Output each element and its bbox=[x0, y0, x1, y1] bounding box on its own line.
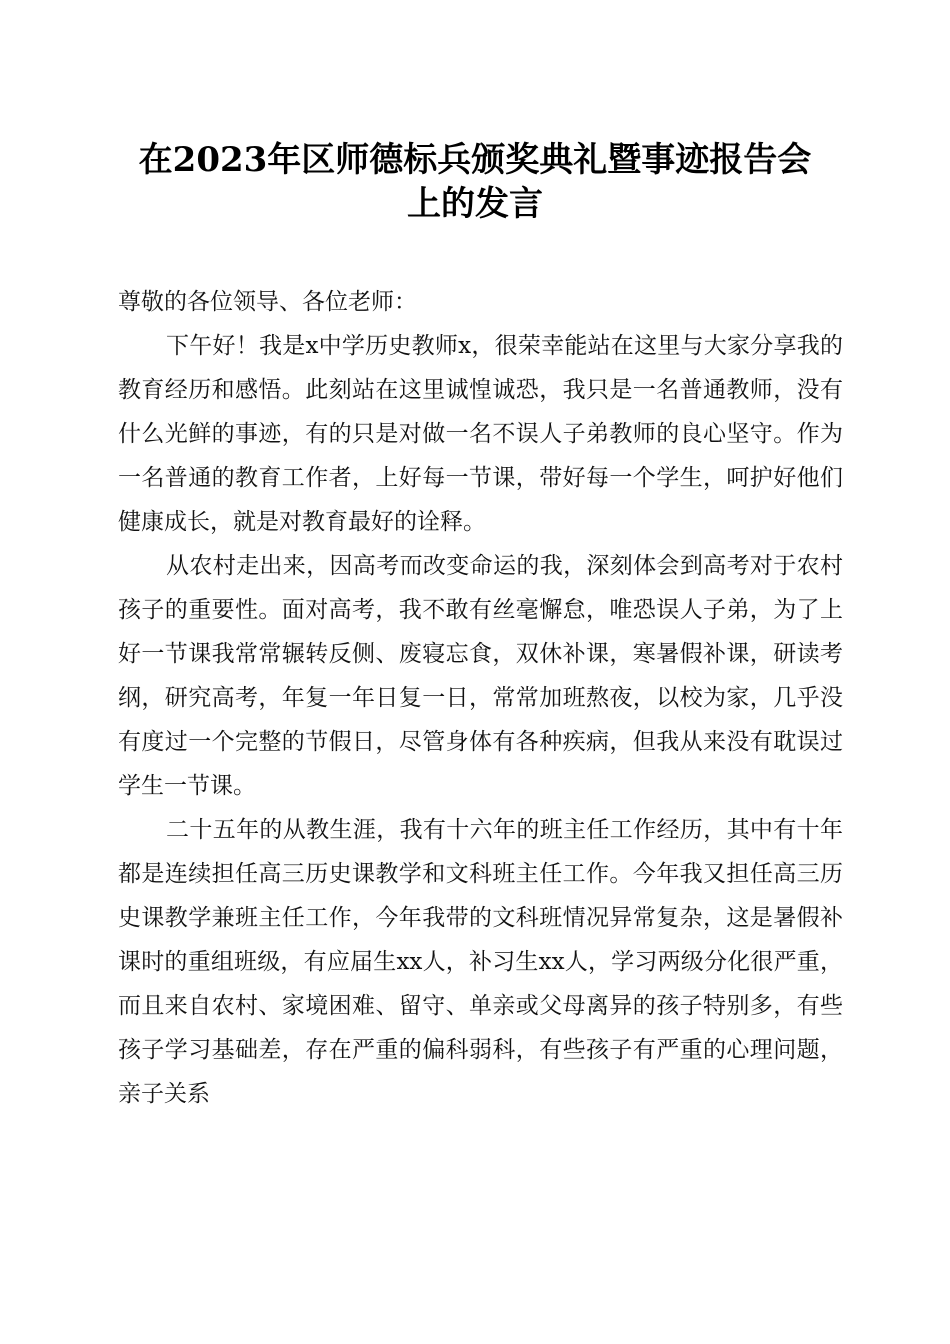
document-body bbox=[118, 280, 843, 1116]
paragraph-2: 从农村走出来，因高考而改变命运的我，深刻体会到高考对于农村孩子的重要性。面对高考，我不敢有丝毫懈怠，唯恐误人子弟，为了上好一节课我常常辗转反侧、废寝忘食，双休补课，寒暑假补课，研读考纲，研究高考，年复一年日复一日，常常加班熬夜，以校为家，几乎没有度过一个完整的节假日，尽管身体有各种疾病，但我从来没有耽误过学生一节课。 bbox=[118, 553, 843, 799]
title-line-2: 上的发言 bbox=[407, 184, 543, 224]
document-title bbox=[100, 138, 850, 226]
paragraph-3: 二十五年的从教生涯，我有十六年的班主任工作经历，其中有十年都是连续担任高三历史课教学和文科班主任工作。今年我又担任高三历史课教学兼班主任工作，今年我带的文科班情况异常复杂，这是暑假补课时的重组班级，有应届生xx人，补习生xx人，学习两级分化很严重，而且来自农村、家境困难、留守、单亲或父母离异的孩子特别多，有些孩子学习基础差，存在严重的偏科弱科，有些孩子有严重的心理问题，亲子关系 bbox=[118, 817, 843, 1107]
title-line-1: 在2023年区师德标兵颁奖典礼暨事迹报告会 bbox=[138, 140, 812, 180]
salutation: 尊敬的各位领导、各位老师： bbox=[118, 289, 417, 315]
paragraph-1: 下午好！我是x中学历史教师x，很荣幸能站在这里与大家分享我的教育经历和感悟。此刻站在这里诚惶诚恐，我只是一名普通教师，没有什么光鲜的事迹，有的只是对做一名不误人子弟教师的良心坚守。作为一名普通的教育工作者，上好每一节课，带好每一个学生，呵护好他们健康成长，就是对教育最好的诠释。 bbox=[118, 333, 843, 535]
